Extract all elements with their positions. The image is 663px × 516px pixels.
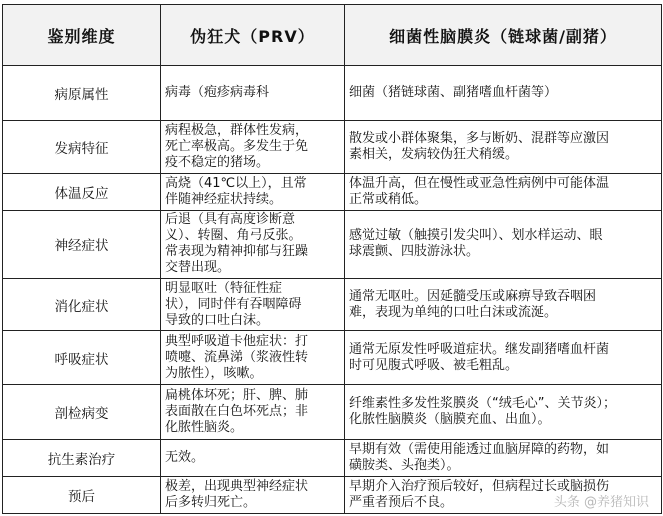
cell-line: 磺胺类、头孢类）。 (349, 458, 460, 474)
prv-cell (161, 173, 345, 210)
cell-line: 状），同时伴有吞咽障碍 (165, 296, 302, 312)
table-row (3, 121, 662, 173)
cell-line: 义）、转圈、角弓反张。 (165, 228, 302, 244)
dimension-cell: 神经症状 (3, 210, 161, 279)
cell-line: 死亡率极高。多发生于免 (165, 138, 309, 154)
cell-line: 病毒（疱疹病毒科 (165, 85, 270, 101)
cell-line: 早期有效（需使用能透过血脑屏障的药物，如 (349, 442, 610, 458)
cell-line: 感觉过敏（触摸引发尖叫）、划水样运动、眼 (349, 228, 603, 244)
cell-line: 表面散在白色坏死点；非 (165, 403, 309, 419)
cell-line: 纤维素性多发性浆膜炎（“绒毛心”、关节炎）； (349, 395, 616, 411)
cell-line: 导致的口吐白沫。 (165, 312, 270, 328)
cell-line: 极差，出现典型神经症状 (165, 479, 309, 494)
dimension-cell: 体温反应 (3, 173, 161, 210)
table-row (3, 331, 662, 384)
cell-line: 后退（具有高度诊断意 (165, 212, 296, 228)
table-row (3, 66, 662, 121)
prv-cell (161, 477, 345, 514)
cell-line: 体温升高，但在慢性或亚急性病例中可能体温 (349, 175, 610, 191)
cell-line: 明显呕吐（特征性症 (165, 280, 283, 296)
prv-cell (161, 440, 345, 477)
cell-line: 散发或小群体聚集，多与断奶、混群等应激因 (349, 130, 610, 146)
cell-line: 扁桃体坏死；肝、脾、肺 (165, 387, 309, 403)
prv-cell (161, 384, 345, 439)
bacterial-cell (345, 279, 662, 331)
cell-line: 化脓性脑膜炎（脑膜充血、出血）。 (349, 411, 551, 427)
comparison-table (2, 4, 662, 514)
dimension-cell: 病原属性 (3, 66, 161, 121)
cell-line: 通常无原发性呼吸道症状。继发副猪嗜血杆菌 (349, 341, 610, 357)
bacterial-cell (345, 66, 662, 121)
prv-cell (161, 331, 345, 384)
header-prv: 伪狂犬（PRV） (161, 5, 345, 66)
cell-line: 时可见腹式呼吸、被毛粗乱。 (349, 357, 519, 373)
bacterial-cell (345, 384, 662, 439)
prv-cell (161, 121, 345, 173)
dimension-cell: 消化症状 (3, 279, 161, 331)
cell-line: 典型呼吸道卡他症状：打 (165, 333, 309, 349)
cell-line: 疫不稳定的猪场。 (165, 154, 270, 170)
cell-line: 喷嚏、流鼻涕（浆液性转 (165, 349, 309, 365)
cell-line: 后多转归死亡。 (165, 495, 257, 510)
table-row (3, 440, 662, 477)
dimension-cell: 呼吸症状 (3, 331, 161, 384)
table-row (3, 210, 662, 279)
cell-line: 病程极急，群体性发病， (165, 122, 309, 138)
cell-line: 正常或稍低。 (349, 191, 428, 207)
cell-line: 常表现为精神抑郁与狂躁 (165, 244, 309, 260)
cell-line: 交替出现。 (165, 260, 231, 276)
cell-line: 无效。 (165, 450, 205, 466)
cell-line: 难，表现为单纯的口吐白沫或流涎。 (349, 304, 558, 320)
dimension-cell: 预后 (3, 477, 161, 514)
prv-cell (161, 210, 345, 279)
table-row (3, 279, 662, 331)
dimension-cell: 抗生素治疗 (3, 440, 161, 477)
bacterial-cell (345, 210, 662, 279)
bacterial-cell (345, 121, 662, 173)
cell-line: 伴随神经症状持续。 (165, 191, 283, 207)
cell-line: 球震颤、四肢游泳状。 (349, 244, 480, 260)
cell-line: 细菌（猪链球菌、副猪嗜血杆菌等） (349, 85, 558, 101)
bacterial-cell (345, 331, 662, 384)
watermark: 头条 @养猪知识 (553, 495, 649, 510)
table-row (3, 477, 662, 514)
cell-line: 早期介入治疗预后较好，但病程过长或脑损伤 (349, 479, 610, 494)
cell-line: 高烧（41℃以上），且常 (165, 175, 307, 191)
table-row (3, 173, 662, 210)
header-dimension: 鉴别维度 (3, 5, 161, 66)
cell-line: 通常无呕吐。因延髓受压或麻痹导致吞咽困 (349, 288, 597, 304)
bacterial-cell (345, 173, 662, 210)
table-row (3, 384, 662, 439)
bacterial-cell (345, 477, 662, 514)
cell-line: 素相关，发病较伪狂犬稍缓。 (349, 146, 519, 162)
prv-cell (161, 66, 345, 121)
bacterial-cell (345, 440, 662, 477)
header-row (3, 5, 662, 66)
cell-line: 严重者预后不良。 (349, 495, 454, 510)
dimension-cell: 剖检病变 (3, 384, 161, 439)
cell-line: 为脓性），咳嗽。 (165, 365, 263, 381)
prv-cell (161, 279, 345, 331)
cell-line: 化脓性脑炎。 (165, 419, 244, 435)
dimension-cell: 发病特征 (3, 121, 161, 173)
header-bacterial: 细菌性脑膜炎（链球菌/副猪） (345, 5, 662, 66)
